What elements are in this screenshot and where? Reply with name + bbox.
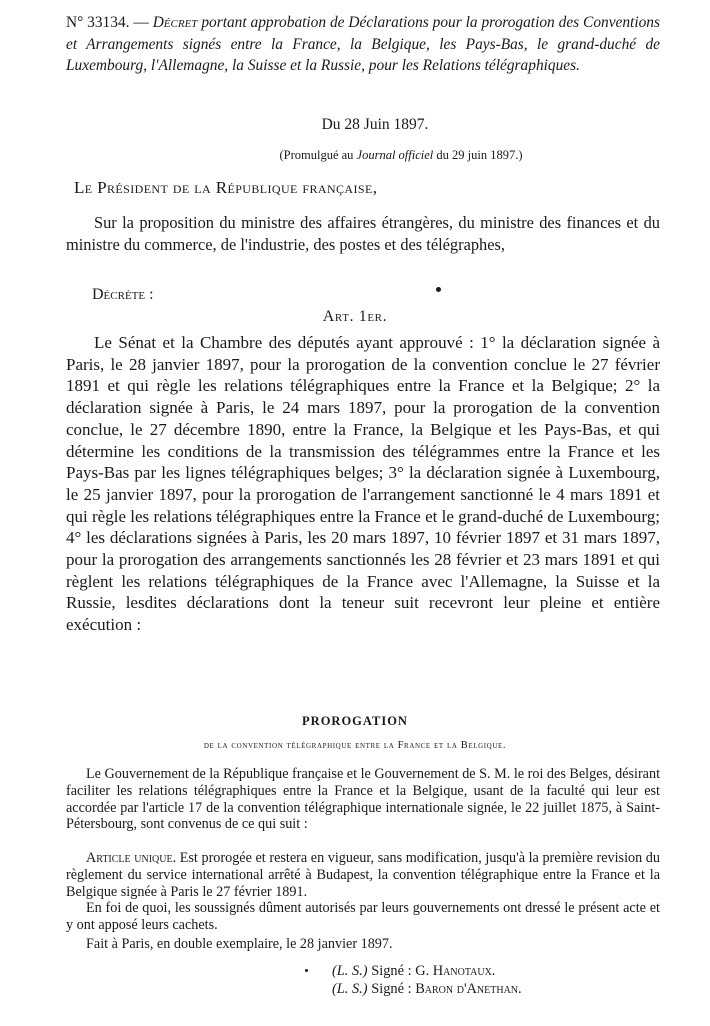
annex-paragraph-1: Le Gouvernement de la République française et le Gouvernement de S. M. le roi des Belges, désirant faciliter les relations télégraphiques entre la France et la Belgique, usant de la faculté qui leur est accordée par l'article 17 de la convention télégraphique internationale signée, le 22 juillet 1875, à Saint-Pétersbourg, sont convenus de ce qui suit : <box>66 766 661 833</box>
decree-number: N° 33134. — <box>66 14 149 31</box>
signed-label: Signé : <box>371 981 412 997</box>
article-unique-text: Est prorogée et restera en vigueur, sans modification, jusqu'à la première revision du règlement du service international arrêté à Budapest, la convention télégraphique entre la France et la Belgique signée à Paris le 27 février 1891. <box>66 850 660 900</box>
article-unique-label: Article unique. <box>86 850 177 866</box>
seal-mark: (L. S.) <box>332 963 368 979</box>
annex-heading: PROROGATION <box>302 714 408 728</box>
signed-label: Signé : <box>371 963 412 979</box>
decree-title <box>66 12 660 77</box>
journal-name: Journal officiel <box>356 148 434 162</box>
annex-subheading: de la convention télégraphique entre la France et la Belgique. <box>203 740 507 751</box>
annex-paragraph-3: En foi de quoi, les soussignés dûment autorisés par leurs gouvernements ont dressé le présent acte et y ont apposé leurs cachets. <box>66 900 660 933</box>
article-body: Le Sénat et la Chambre des députés ayant approuvé : 1° la déclaration signée à Paris, le 28 janvier 1897, pour la prorogation de la convention conclue le 27 février 1891 et qui règle les relations télégraphiques entre la France et la Belgique; 2° la déclaration signée à Paris, le 24 mars 1897, pour la prorogation de la convention conclue, le 27 décembre 1890, entre la France, la Belgique et les Pays-Bas, et qui détermine les conditions de la transmission des télégrammes entre la France et les Pays-Bas par les lignes télégraphiques belges; 3° la déclaration signée à Luxembourg, le 25 janvier 1897, pour la prorogation de l'arrangement sanctionné le 4 mars 1891 et qui règle les relations télégraphiques entre la France et le grand-duché de Luxembourg; 4° les déclarations signées à Paris, les 20 mars 1897, 10 février 1897 et 31 mars 1897, pour la prorogation des arrangements sanctionnés les 28 février et 23 mars 1891 et qui règlent les relations télégraphiques de la France avec l'Allemagne, la Suisse et la Russie, lesdites déclarations dont la teneur suit recevront leur pleine et entière exécution : <box>66 333 660 635</box>
annex-paragraph-4: Fait à Paris, en double exemplaire, le 28 janvier 1897. <box>86 936 393 952</box>
promulgation-note <box>46 148 710 163</box>
signatory-name: G. Hanotaux. <box>415 963 496 979</box>
article-title: Art. 1er. <box>322 308 388 325</box>
signature-line-1 <box>332 962 710 980</box>
signatory-name: Baron d'Anethan. <box>415 981 522 997</box>
annex-paragraph-2 <box>66 850 660 900</box>
preamble-paragraph: Sur la proposition du ministre des affaires étrangères, du ministre des finances et du ministre du commerce, de l'industrie, des postes et des télégraphes, <box>66 213 660 254</box>
decree-date: Du 28 Juin 1897. <box>321 116 429 133</box>
promulgation-before: (Promulgué au <box>279 148 357 162</box>
decree-label: Décret <box>152 14 198 31</box>
ink-dot-2 <box>305 969 308 972</box>
decrete-heading: Décrète : <box>92 286 154 303</box>
promulgation-after: du 29 juin 1897.) <box>433 148 523 162</box>
seal-mark: (L. S.) <box>332 981 368 997</box>
signature-line-2 <box>332 980 710 998</box>
decree-title-text: portant approbation de Déclarations pour la prorogation des Conventions et Arrangements signés entre la France, la Belgique, les Pays-Bas, le grand-duché de Luxembourg, l'Allemagne, la Suisse et la Russie, pour les Relations télégraphiques. <box>66 14 660 74</box>
president-heading: Le Président de la République française, <box>74 178 378 197</box>
ink-dot <box>436 287 441 292</box>
